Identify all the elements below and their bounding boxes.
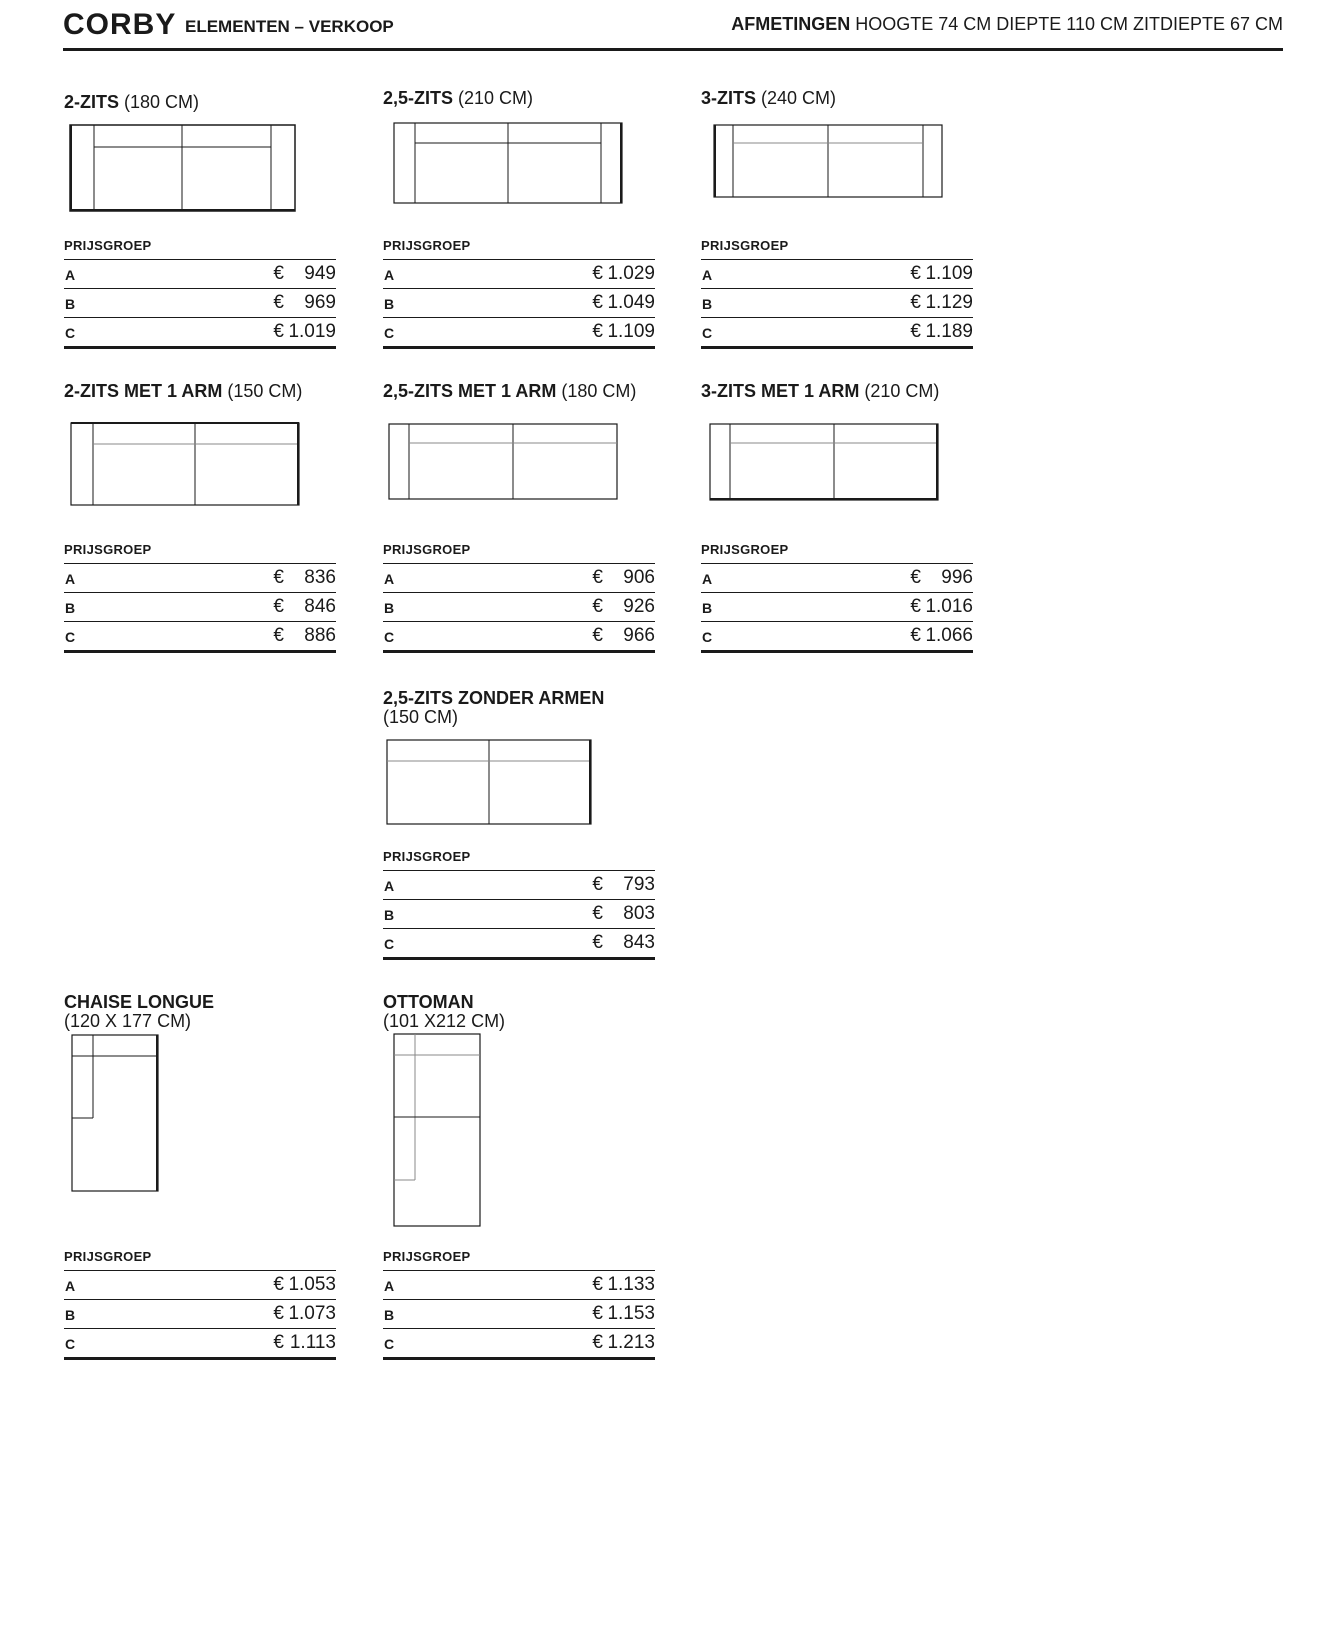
product-ottoman	[383, 993, 655, 1357]
price-table	[64, 542, 336, 653]
price-table	[701, 238, 973, 349]
product-3-zits	[701, 89, 973, 353]
product-2-5-zits-zonder-armen	[383, 689, 655, 965]
ottoman-diagram	[393, 1033, 485, 1229]
price-header: PRIJSGROEP	[64, 238, 336, 260]
product-chaise-longue	[64, 993, 336, 1357]
price-row: A € 1.029	[383, 260, 655, 289]
price-row: B € 1.016	[701, 593, 973, 622]
price-row: C € 843	[383, 929, 655, 960]
product-3-zits-met-1-arm	[701, 382, 973, 660]
sofa-2-5-zits-zonder-armen-diagram	[386, 739, 596, 827]
page-header	[63, 8, 1283, 51]
price-table	[383, 849, 655, 960]
price-row: C € 1.109	[383, 318, 655, 349]
price-header: PRIJSGROEP	[383, 542, 655, 564]
product-title: 2-ZITS (180 CM)	[64, 92, 200, 112]
price-row: B € 1.049	[383, 289, 655, 318]
sofa-2-5-zits-1-arm-diagram	[388, 423, 620, 502]
price-row: A € 906	[383, 564, 655, 593]
price-table	[383, 1249, 655, 1360]
product-title: OTTOMAN (101 X212 CM)	[383, 992, 506, 1031]
price-row: C € 1.113	[64, 1329, 336, 1360]
price-table	[701, 542, 973, 653]
dimensions-text: HOOGTE 74 CM DIEPTE 110 CM ZITDIEPTE 67 CM	[855, 14, 1283, 34]
price-header: PRIJSGROEP	[383, 849, 655, 871]
price-row: B € 1.073	[64, 1300, 336, 1329]
dimensions-info	[731, 14, 1283, 35]
dimensions-label: AFMETINGEN	[731, 14, 851, 34]
product-title: 2,5-ZITS (210 CM)	[383, 88, 534, 108]
product-title: 2,5-ZITS ZONDER ARMEN (150 CM)	[383, 688, 605, 727]
price-row: B € 846	[64, 593, 336, 622]
price-header: PRIJSGROEP	[64, 542, 336, 564]
price-header: PRIJSGROEP	[383, 1249, 655, 1271]
price-header: PRIJSGROEP	[383, 238, 655, 260]
price-header: PRIJSGROEP	[701, 542, 973, 564]
price-table	[64, 1249, 336, 1360]
price-row: A € 949	[64, 260, 336, 289]
brand-title: CORBY	[63, 8, 177, 41]
product-2-5-zits	[383, 89, 655, 353]
price-row: B € 803	[383, 900, 655, 929]
price-row: B € 1.153	[383, 1300, 655, 1329]
price-row: B € 1.129	[701, 289, 973, 318]
price-row: C € 1.189	[701, 318, 973, 349]
product-title: CHAISE LONGUE (120 X 177 CM)	[64, 992, 215, 1031]
price-row: B € 969	[64, 289, 336, 318]
price-row: C € 1.213	[383, 1329, 655, 1360]
price-row: B € 926	[383, 593, 655, 622]
page-subtitle: ELEMENTEN – VERKOOP	[185, 17, 394, 36]
price-row: A € 1.053	[64, 1271, 336, 1300]
price-row: A € 793	[383, 871, 655, 900]
price-row: C € 966	[383, 622, 655, 653]
product-2-zits	[64, 93, 336, 353]
price-header: PRIJSGROEP	[701, 238, 973, 260]
price-row: A € 996	[701, 564, 973, 593]
sofa-2-zits-1-arm-diagram	[70, 422, 302, 508]
product-2-5-zits-met-1-arm	[383, 382, 655, 660]
price-table	[383, 542, 655, 653]
sofa-2-zits-diagram	[68, 124, 300, 214]
price-row: A € 1.133	[383, 1271, 655, 1300]
sofa-2-5-zits-diagram	[393, 122, 625, 206]
product-title: 3-ZITS MET 1 ARM (210 CM)	[701, 381, 940, 401]
price-row: C € 1.019	[64, 318, 336, 349]
price-row: C € 1.066	[701, 622, 973, 653]
price-table	[64, 238, 336, 349]
price-row: A € 836	[64, 564, 336, 593]
price-table	[383, 238, 655, 349]
sofa-3-zits-1-arm-diagram	[709, 423, 941, 503]
product-2-zits-met-1-arm	[64, 382, 336, 660]
sofa-3-zits-diagram	[713, 124, 945, 200]
price-row: C € 886	[64, 622, 336, 653]
price-header: PRIJSGROEP	[64, 1249, 336, 1271]
chaise-longue-diagram	[71, 1034, 161, 1194]
price-row: A € 1.109	[701, 260, 973, 289]
product-title: 2-ZITS MET 1 ARM (150 CM)	[64, 381, 303, 401]
product-title: 3-ZITS (240 CM)	[701, 88, 837, 108]
product-title: 2,5-ZITS MET 1 ARM (180 CM)	[383, 381, 637, 401]
